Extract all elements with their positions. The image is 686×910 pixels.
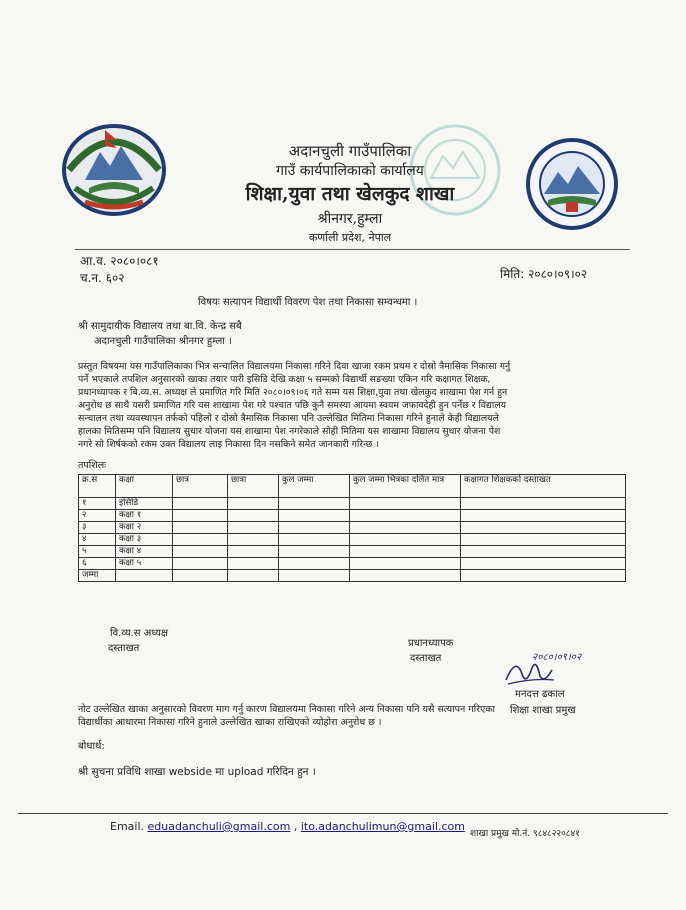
signature-date: २०८०।०९।०२ xyxy=(532,652,582,663)
table-header-row xyxy=(79,475,626,498)
table-row xyxy=(79,510,626,522)
serial-cell: ४ xyxy=(79,534,116,546)
table-row xyxy=(79,558,626,570)
letter-subject: विषयः सत्यापन विद्यार्थी विवरण पेश तथा निकासा सम्वन्धमा । xyxy=(198,297,418,308)
class-cell: इसिडि xyxy=(116,498,173,510)
smc-chair-sign-label: दस्ताखत xyxy=(108,643,140,654)
class-cell: कक्षा ४ xyxy=(116,546,173,558)
section-name: शिक्षा,युवा तथा खेलकुद शाखा xyxy=(245,183,455,205)
table-row xyxy=(79,546,626,558)
email-label: Email. xyxy=(110,820,145,833)
cc-line: श्री सुचना प्रविधि शाखा webside मा upload गरिदिन हुन । xyxy=(78,766,316,778)
serial-cell: ६ xyxy=(79,558,116,570)
address-line: श्रीनगर,हुम्ला xyxy=(317,211,383,227)
addressee-line-2: अदानचुली गाउँपालिका श्रीनगर हुम्ला । xyxy=(94,336,232,347)
body-line: अनुरोध छ साथै यसरी प्रमाणित गरि यस शाखामा पेश गरे पश्चात पछि कुनै समस्या आयमा स्वयम जफावदेही हुन पर्नेछ र विद्यालय xyxy=(78,400,507,411)
body-line: सन्चालन तथा व्यवस्थापन तर्फको पहिलो र दोस्रो त्रैमासिक निकासा पनि उल्लेखित मितिमा निकासा गरिने हुनाले केही विद्यालयले xyxy=(78,413,499,424)
smc-chair-title: वि.व्य.स अध्यक्ष xyxy=(110,628,169,639)
col-header-total: कुल जम्मा xyxy=(279,475,350,498)
body-line: नगरे सो शिर्षकको रकम उक्त विद्यालय लाइ निकासा दिन नसकिने समेत जानकारी गरिन्छ । xyxy=(78,439,379,450)
serial-cell: ३ xyxy=(79,522,116,534)
nepal-emblem-logo xyxy=(55,118,173,218)
municipality-seal-logo xyxy=(526,138,618,230)
body-line: पर्ने भएकाले तपशिल अनुसारको खाका तयार पारी इसिडि देखि कक्षा ५ सम्मको विद्यार्थी सङख्या एकिन गरि कक्षागत शिक्षक, xyxy=(78,374,491,385)
officer-title: शिक्षा शाखा प्रमुख xyxy=(510,705,576,716)
class-cell: कक्षा ५ xyxy=(116,558,173,570)
header-divider xyxy=(75,249,630,250)
col-header-serial: क्र.स xyxy=(79,475,116,498)
table-row xyxy=(79,522,626,534)
class-cell: कक्षा १ xyxy=(116,510,173,522)
student-details-table xyxy=(78,474,626,582)
fiscal-year: आ.व. २०८०।०८१ xyxy=(80,254,159,268)
headteacher-sign-label: दस्ताखत xyxy=(410,653,442,664)
note-line: नोट उल्लेखित खाका अनुसारको विवरण माग गर्नु कारण विद्यालयमा निकासा गरिने अन्य निकासा पनि यसै सत्यापन गरिएका xyxy=(78,704,496,715)
col-header-dalit: कुल जम्मा भित्रका दलित मात्र xyxy=(350,475,461,498)
note-line: विद्यार्थीका आधारमा निकासा गरिने हुनाले उल्लेखित खाका राखिएको व्योहोरा अनुरोध छ । xyxy=(78,717,382,728)
letter-date: मिति: २०८०।०९।०२ xyxy=(500,267,588,281)
body-line: प्रस्तुत विषयमा यस गाउँपालिकाका भित्र सन्चालित विद्यालयमा निकासा गरिने दिवा खाजा रकम प्रथम र दोस्रो त्रैमासिक निकासा गर्नु xyxy=(78,361,511,372)
footer-divider xyxy=(18,813,668,814)
serial-cell: १ xyxy=(79,498,116,510)
serial-cell: २ xyxy=(79,510,116,522)
class-cell: कक्षा ३ xyxy=(116,534,173,546)
col-header-girls: छात्रा xyxy=(228,475,279,498)
email-separator: , xyxy=(293,820,298,833)
total-label-cell: जम्मा xyxy=(79,570,116,582)
col-header-class: कक्षा xyxy=(116,475,173,498)
municipality-name: अदानचुली गाउँपालिका xyxy=(288,142,412,160)
serial-cell: ५ xyxy=(79,546,116,558)
col-header-teacher-sign: कक्षागत शिक्षकको दस्ताखत xyxy=(461,475,626,498)
officer-name: मनदत्त ढकाल xyxy=(515,689,565,700)
province-line: कर्णाली प्रदेश, नेपाल xyxy=(308,231,392,244)
email-link-primary[interactable]: eduadanchuli@gmail.com xyxy=(147,820,291,833)
headteacher-title: प्रधानध्यापक xyxy=(408,638,454,649)
table-caption: तपशिलः xyxy=(78,460,107,471)
table-row xyxy=(79,498,626,510)
email-link-secondary[interactable]: ito.adanchulimun@gmail.com xyxy=(300,820,465,833)
cc-label: बोधार्थ: xyxy=(78,741,105,752)
dispatch-number: च.न. ६०२ xyxy=(80,271,125,285)
body-line: हालका मितिसम्म पनि विद्यालय सुधार योजना यस शाखामा पेश नगरेकाले सोही मितिमा यस शाखामा विद्यालय सुधार योजना पेश xyxy=(78,426,501,437)
col-header-boys: छात्र xyxy=(173,475,228,498)
office-name: गाउँ कार्यपालिकाको कार्यालय xyxy=(276,163,424,179)
table-row xyxy=(79,534,626,546)
body-line: प्रधानध्यापक र बि.व्य.स. अध्यक्ष ले प्रमाणित गरि मिति २०८०।०९।०६ गते सम्म यस शिक्षा,युवा तथा खेलकुद शाखामा पेश गर्न हुन xyxy=(78,387,508,398)
footer-email-line xyxy=(110,820,465,833)
footer-phone: शाखा प्रमुख मो.नं. ९८४८२२०८४१ xyxy=(470,829,580,839)
class-cell: कक्षा २ xyxy=(116,522,173,534)
addressee-line-1: श्री सामुदायीक विद्यालय तथा बा.वि. केन्द्र सबै xyxy=(78,321,242,332)
table-total-row xyxy=(79,570,626,582)
